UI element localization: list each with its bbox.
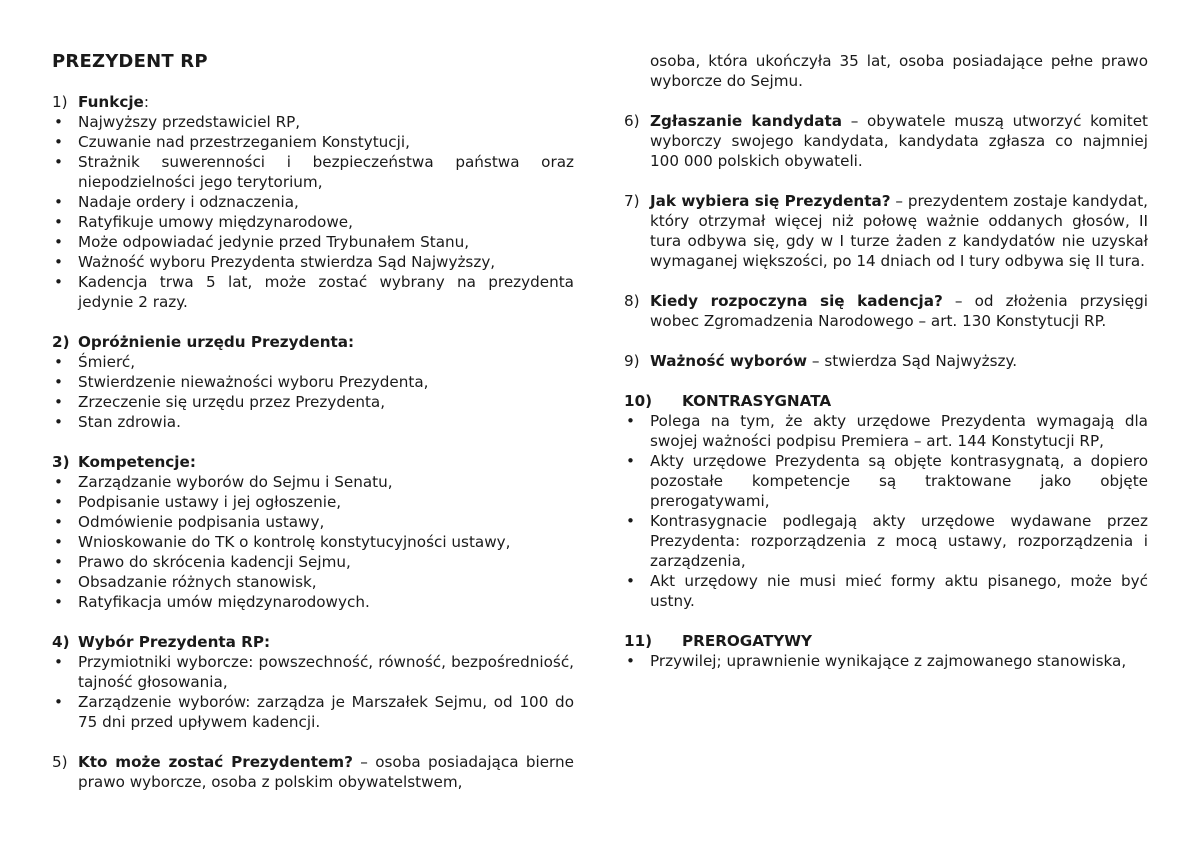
bullet-list [52, 472, 574, 612]
list-item: • Strażnik suwerenności i bezpieczeństwa państwa oraz niepodzielności jego terytorium, [52, 152, 574, 192]
section-oproznienie [52, 332, 574, 432]
list-item: • Nadaje ordery i odznaczenia, [52, 192, 574, 212]
section-kompetencje [52, 452, 574, 612]
list-item: • Przymiotniki wyborcze: powszechność, równość, bezpośredniość, tajność głosowania, [52, 652, 574, 692]
section-label: Opróżnienie urzędu Prezydenta: [78, 333, 355, 351]
list-item: • Ratyfikuje umowy międzynarodowe, [52, 212, 574, 232]
list-item: • Ważność wyboru Prezydenta stwierdza Sąd Najwyższy, [52, 252, 574, 272]
section-label: Funkcje [78, 93, 144, 111]
section-text: – obywatele muszą utworzyć komitet wyborczy swojego kandydata, kandydata zgłasza co najmniej 100 000 polskich obywateli. [650, 112, 1148, 170]
section-jak-wybiera [624, 191, 1148, 271]
section-text: – stwierdza Sąd Najwyższy. [807, 352, 1018, 370]
section-heading [52, 452, 574, 472]
list-item: • Akt urzędowy nie musi mieć formy aktu pisanego, może być ustny. [624, 571, 1148, 611]
list-item: • Zarządzanie wyborów do Sejmu i Senatu, [52, 472, 574, 492]
bullet-list [52, 112, 574, 312]
section-text: – prezydentem zostaje kandydat, który otrzymał więcej niż połowę ważnie oddanych głosów, II tura odbywa się, gdy w I turze żaden z kandydatów nie uzyskał wymaganej większości, po 14 dniach od I tury odbywa się II tura. [650, 192, 1148, 270]
section-colon: : [143, 93, 149, 111]
list-item: • Kadencja trwa 5 lat, może zostać wybrany na prezydenta jedynie 2 razy. [52, 272, 574, 312]
section-number: 7) [624, 192, 640, 210]
list-item: • Stan zdrowia. [52, 412, 574, 432]
section-number: 5) [52, 753, 68, 771]
section-waznosc [624, 351, 1148, 371]
section-question: Jak wybiera się Prezydenta? [650, 192, 891, 210]
list-item: • Akty urzędowe Prezydenta są objęte kontrasygnatą, a dopiero pozostałe kompetencje są traktowane jako objęte prerogatywami, [624, 451, 1148, 511]
list-item: • Prawo do skrócenia kadencji Sejmu, [52, 552, 574, 572]
list-item: • Ratyfikacja umów międzynarodowych. [52, 592, 574, 612]
list-item: • Najwyższy przedstawiciel RP, [52, 112, 574, 132]
bullet-list [624, 411, 1148, 611]
list-item: • Stwierdzenie nieważności wyboru Prezydenta, [52, 372, 574, 392]
section-question: Ważność wyborów [650, 352, 808, 370]
list-item: • Śmierć, [52, 352, 574, 372]
section-number: 4) [52, 633, 70, 651]
section-number: 10) [624, 392, 653, 410]
section-label: Kompetencje: [78, 453, 196, 471]
list-item: • Zrzeczenie się urzędu przez Prezydenta, [52, 392, 574, 412]
section-label: PREROGATYWY [682, 632, 812, 650]
section-number: 6) [624, 112, 640, 130]
section-kto-moze [52, 752, 574, 792]
left-column [52, 0, 574, 792]
bullet-list [52, 352, 574, 432]
section-kadencja [624, 291, 1148, 331]
list-item: • Odmówienie podpisania ustawy, [52, 512, 574, 532]
section-text: – osoba posiadająca bierne prawo wyborcze, osoba z polskim obywatelstwem, [78, 753, 574, 791]
list-item: • Zarządzenie wyborów: zarządza je Marszałek Sejmu, od 100 do 75 dni przed upływem kadencji. [52, 692, 574, 732]
section-funkcje [52, 92, 574, 312]
section-heading-kontrasygnata [624, 391, 1148, 411]
section-number: 1) [52, 93, 68, 111]
list-item: • Podpisanie ustawy i jej ogłoszenie, [52, 492, 574, 512]
section-number: 2) [52, 333, 70, 351]
list-item: • Kontrasygnacie podlegają akty urzędowe wydawane przez Prezydenta: rozporządzenia z mocą ustawy, rozporządzenia i zarządzenia, [624, 511, 1148, 571]
list-item: • Polega na tym, że akty urzędowe Prezydenta wymagają dla swojej ważności podpisu Premiera – art. 144 Konstytucji RP, [624, 411, 1148, 451]
section-question: Zgłaszanie kandydata [650, 112, 842, 130]
section-label: KONTRASYGNATA [682, 392, 832, 410]
section-label: Wybór Prezydenta RP: [78, 633, 271, 651]
list-item: • Może odpowiadać jedynie przed Trybunałem Stanu, [52, 232, 574, 252]
right-column [624, 0, 1148, 671]
list-item: • Obsadzanie różnych stanowisk, [52, 572, 574, 592]
section-question: Kto może zostać Prezydentem? [78, 753, 353, 771]
bullet-list [624, 651, 1148, 671]
page-title: PREZYDENT RP [52, 51, 208, 72]
section-heading-prerogatywy [624, 631, 1148, 651]
section-number: 3) [52, 453, 70, 471]
section-continuation: osoba, która ukończyła 35 lat, osoba posiadające pełne prawo wyborcze do Sejmu. [650, 52, 1148, 90]
section-heading [52, 332, 574, 352]
section-number: 11) [624, 632, 653, 650]
list-item: • Czuwanie nad przestrzeganiem Konstytucji, [52, 132, 574, 152]
section-heading [52, 632, 574, 652]
section-question: Kiedy rozpoczyna się kadencja? [650, 292, 943, 310]
section-number: 9) [624, 352, 640, 370]
bullet-list [52, 652, 574, 732]
section-heading [52, 92, 574, 112]
section-wybor [52, 632, 574, 732]
section-zglaszanie [624, 111, 1148, 171]
section-number: 8) [624, 292, 640, 310]
list-item: • Przywilej; uprawnienie wynikające z zajmowanego stanowiska, [624, 651, 1148, 671]
section-text: – od złożenia przysięgi wobec Zgromadzenia Narodowego – art. 130 Konstytucji RP. [650, 292, 1148, 330]
list-item: • Wnioskowanie do TK o kontrolę konstytucyjności ustawy, [52, 532, 574, 552]
